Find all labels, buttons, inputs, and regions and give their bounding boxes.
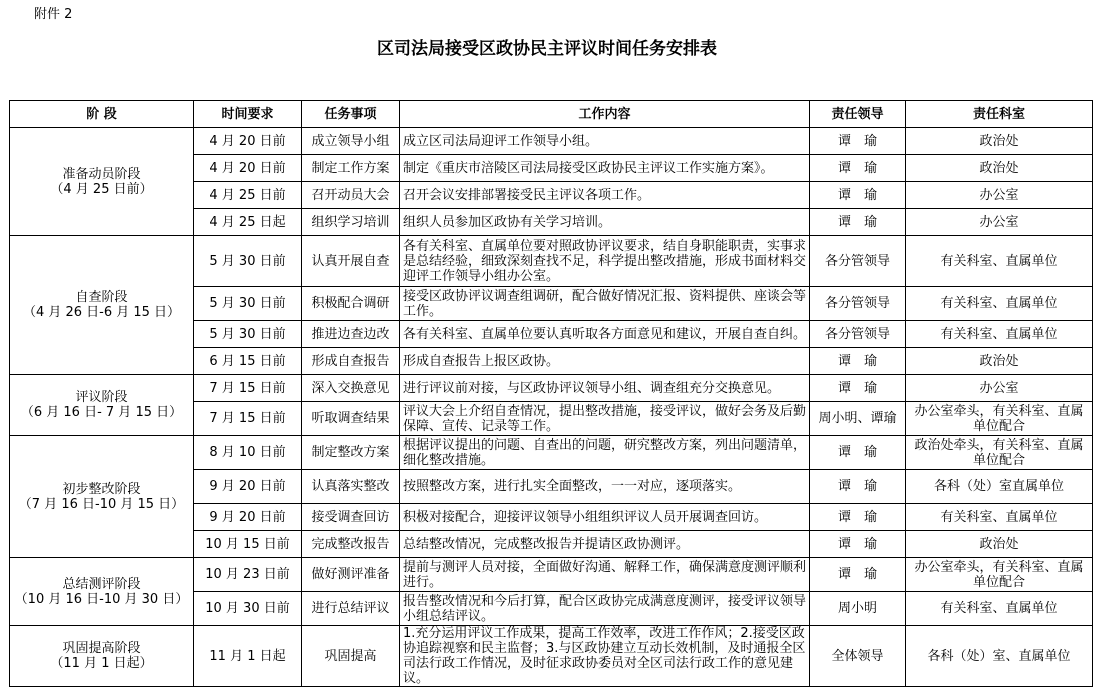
- leader-cell: 谭 瑜: [810, 348, 906, 375]
- time-cell: 9 月 20 日前: [194, 504, 302, 531]
- task-cell: 接受调查回访: [302, 504, 400, 531]
- stage-range: （4 月 26 日-6 月 15 日）: [22, 305, 181, 320]
- header-leader: 责任领导: [810, 101, 906, 128]
- task-cell: 推进边查边改: [302, 321, 400, 348]
- leader-cell: 全体领导: [810, 626, 906, 687]
- leader-cell: 周小明: [810, 592, 906, 626]
- time-cell: 11 月 1 日起: [194, 626, 302, 687]
- time-cell: 8 月 10 日前: [194, 436, 302, 470]
- stage-cell: [10, 375, 194, 436]
- content-cell: 总结整改情况，完成整改报告并提请区政协测评。: [400, 531, 810, 558]
- schedule-table: [9, 100, 1093, 687]
- time-cell: 5 月 30 日前: [194, 287, 302, 321]
- table-row: [10, 236, 1093, 287]
- header-content: 工作内容: [400, 101, 810, 128]
- stage-name: 巩固提高阶段: [62, 641, 141, 656]
- table-header-row: [10, 101, 1093, 128]
- task-cell: 认真落实整改: [302, 470, 400, 504]
- stage-range: （11 月 1 日起）: [50, 656, 153, 671]
- stage-name: 准备动员阶段: [62, 166, 141, 182]
- task-cell: 成立领导小组: [302, 128, 400, 155]
- content-cell: 1.充分运用评议工作成果，提高工作效率，改进工作作风；2.接受区政协追踪视察和民主监督；3.与区政协建立互动长效机制，及时通报全区司法行政工作情况，及时征求政协委员对全区司法行政工作的意见建议。: [400, 626, 810, 687]
- dept-cell: 有关科室、直属单位: [906, 287, 1093, 321]
- stage-cell: [10, 236, 194, 375]
- stage-cell: [10, 128, 194, 236]
- content-cell: 成立区司法局迎评工作领导小组。: [400, 128, 810, 155]
- dept-cell: 各科（处）室、直属单位: [906, 626, 1093, 687]
- header-task: 任务事项: [302, 101, 400, 128]
- dept-cell: 办公室牵头，有关科室、直属单位配合: [906, 558, 1093, 592]
- leader-cell: 谭 瑜: [810, 209, 906, 236]
- leader-cell: 谭 瑜: [810, 155, 906, 182]
- task-cell: 进行总结评议: [302, 592, 400, 626]
- task-cell: 巩固提高: [302, 626, 400, 687]
- dept-cell: 有关科室、直属单位: [906, 504, 1093, 531]
- dept-cell: 有关科室、直属单位: [906, 236, 1093, 287]
- stage-cell: [10, 436, 194, 558]
- stage-cell: [10, 626, 194, 687]
- dept-cell: 有关科室、直属单位: [906, 592, 1093, 626]
- dept-cell: 政治处: [906, 128, 1093, 155]
- content-cell: 召开会议安排部署接受民主评议各项工作。: [400, 182, 810, 209]
- stage-name: 初步整改阶段: [62, 481, 141, 497]
- time-cell: 5 月 30 日前: [194, 321, 302, 348]
- time-cell: 6 月 15 日前: [194, 348, 302, 375]
- dept-cell: 办公室: [906, 375, 1093, 402]
- time-cell: 7 月 15 日前: [194, 375, 302, 402]
- task-cell: 组织学习培训: [302, 209, 400, 236]
- stage-cell: [10, 558, 194, 626]
- dept-cell: 政治处牵头，有关科室、直属单位配合: [906, 436, 1093, 470]
- leader-cell: 谭 瑜: [810, 436, 906, 470]
- task-cell: 制定整改方案: [302, 436, 400, 470]
- content-cell: 接受区政协评议调查组调研，配合做好情况汇报、资料提供、座谈会等工作。: [400, 287, 810, 321]
- leader-cell: 谭 瑜: [810, 128, 906, 155]
- dept-cell: 政治处: [906, 531, 1093, 558]
- dept-cell: 政治处: [906, 348, 1093, 375]
- time-cell: 4 月 20 日前: [194, 128, 302, 155]
- task-cell: 制定工作方案: [302, 155, 400, 182]
- dept-cell: 办公室: [906, 209, 1093, 236]
- task-cell: 做好测评准备: [302, 558, 400, 592]
- table-row: [10, 436, 1093, 470]
- time-cell: 7 月 15 日前: [194, 402, 302, 436]
- header-stage: 阶 段: [10, 101, 194, 128]
- content-cell: 各有关科室、直属单位要对照政协评议要求，结自身职能职责，实事求是总结经验，细致深刻查找不足，科学提出整改措施，形成书面材料交迎评工作领导小组办公室。: [400, 236, 810, 287]
- stage-name: 自查阶段: [75, 290, 128, 305]
- table-row: [10, 626, 1093, 687]
- content-cell: 提前与测评人员对接，全面做好沟通、解释工作，确保满意度测评顺利进行。: [400, 558, 810, 592]
- leader-cell: 谭 瑜: [810, 470, 906, 504]
- dept-cell: 办公室牵头，有关科室、直属单位配合: [906, 402, 1093, 436]
- content-cell: 评议大会上介绍自查情况，提出整改措施，接受评议，做好会务及后勤保障、宣传、记录等工作。: [400, 402, 810, 436]
- content-cell: 形成自查报告上报区政协。: [400, 348, 810, 375]
- table-row: [10, 558, 1093, 592]
- task-cell: 积极配合调研: [302, 287, 400, 321]
- time-cell: 10 月 23 日前: [194, 558, 302, 592]
- leader-cell: 各分管领导: [810, 287, 906, 321]
- stage-range: （10 月 16 日-10 月 30 日）: [14, 591, 189, 607]
- time-cell: 4 月 25 日前: [194, 182, 302, 209]
- leader-cell: 谭 瑜: [810, 558, 906, 592]
- stage-range: （6 月 16 日- 7 月 15 日）: [20, 405, 183, 420]
- content-cell: 各有关科室、直属单位要认真听取各方面意见和建议，开展自查自纠。: [400, 321, 810, 348]
- document-title: 区司法局接受区政协民主评议时间任务安排表: [377, 39, 717, 59]
- time-cell: 9 月 20 日前: [194, 470, 302, 504]
- stage-range: （7 月 16 日-10 月 15 日）: [18, 496, 185, 512]
- time-cell: 10 月 15 日前: [194, 531, 302, 558]
- leader-cell: 周小明、谭瑜: [810, 402, 906, 436]
- time-cell: 4 月 20 日前: [194, 155, 302, 182]
- table-row: [10, 128, 1093, 155]
- dept-cell: 政治处: [906, 155, 1093, 182]
- leader-cell: 谭 瑜: [810, 531, 906, 558]
- task-cell: 召开动员大会: [302, 182, 400, 209]
- dept-cell: 办公室: [906, 182, 1093, 209]
- dept-cell: 有关科室、直属单位: [906, 321, 1093, 348]
- task-cell: 听取调查结果: [302, 402, 400, 436]
- leader-cell: 谭 瑜: [810, 504, 906, 531]
- leader-cell: 谭 瑜: [810, 182, 906, 209]
- content-cell: 制定《重庆市涪陵区司法局接受区政协民主评议工作实施方案》。: [400, 155, 810, 182]
- task-cell: 完成整改报告: [302, 531, 400, 558]
- content-cell: 进行评议前对接，与区政协评议领导小组、调查组充分交换意见。: [400, 375, 810, 402]
- task-cell: 认真开展自查: [302, 236, 400, 287]
- content-cell: 组织人员参加区政协有关学习培训。: [400, 209, 810, 236]
- dept-cell: 各科（处）室直属单位: [906, 470, 1093, 504]
- stage-name: 评议阶段: [75, 390, 128, 405]
- stage-name: 总结测评阶段: [62, 576, 141, 592]
- leader-cell: 各分管领导: [810, 236, 906, 287]
- stage-range: （4 月 25 日前）: [50, 181, 153, 197]
- task-cell: 深入交换意见: [302, 375, 400, 402]
- table-row: [10, 375, 1093, 402]
- header-time: 时间要求: [194, 101, 302, 128]
- task-cell: 形成自查报告: [302, 348, 400, 375]
- content-cell: 积极对接配合，迎接评议领导小组组织评议人员开展调查回访。: [400, 504, 810, 531]
- content-cell: 按照整改方案，进行扎实全面整改，一一对应，逐项落实。: [400, 470, 810, 504]
- content-cell: 根据评议提出的问题、自查出的问题，研究整改方案，列出问题清单，细化整改措施。: [400, 436, 810, 470]
- leader-cell: 谭 瑜: [810, 375, 906, 402]
- time-cell: 4 月 25 日起: [194, 209, 302, 236]
- attachment-label: 附件 2: [34, 7, 73, 22]
- time-cell: 5 月 30 日前: [194, 236, 302, 287]
- content-cell: 报告整改情况和今后打算，配合区政协完成满意度测评，接受评议领导小组总结评议。: [400, 592, 810, 626]
- time-cell: 10 月 30 日前: [194, 592, 302, 626]
- header-dept: 责任科室: [906, 101, 1093, 128]
- leader-cell: 各分管领导: [810, 321, 906, 348]
